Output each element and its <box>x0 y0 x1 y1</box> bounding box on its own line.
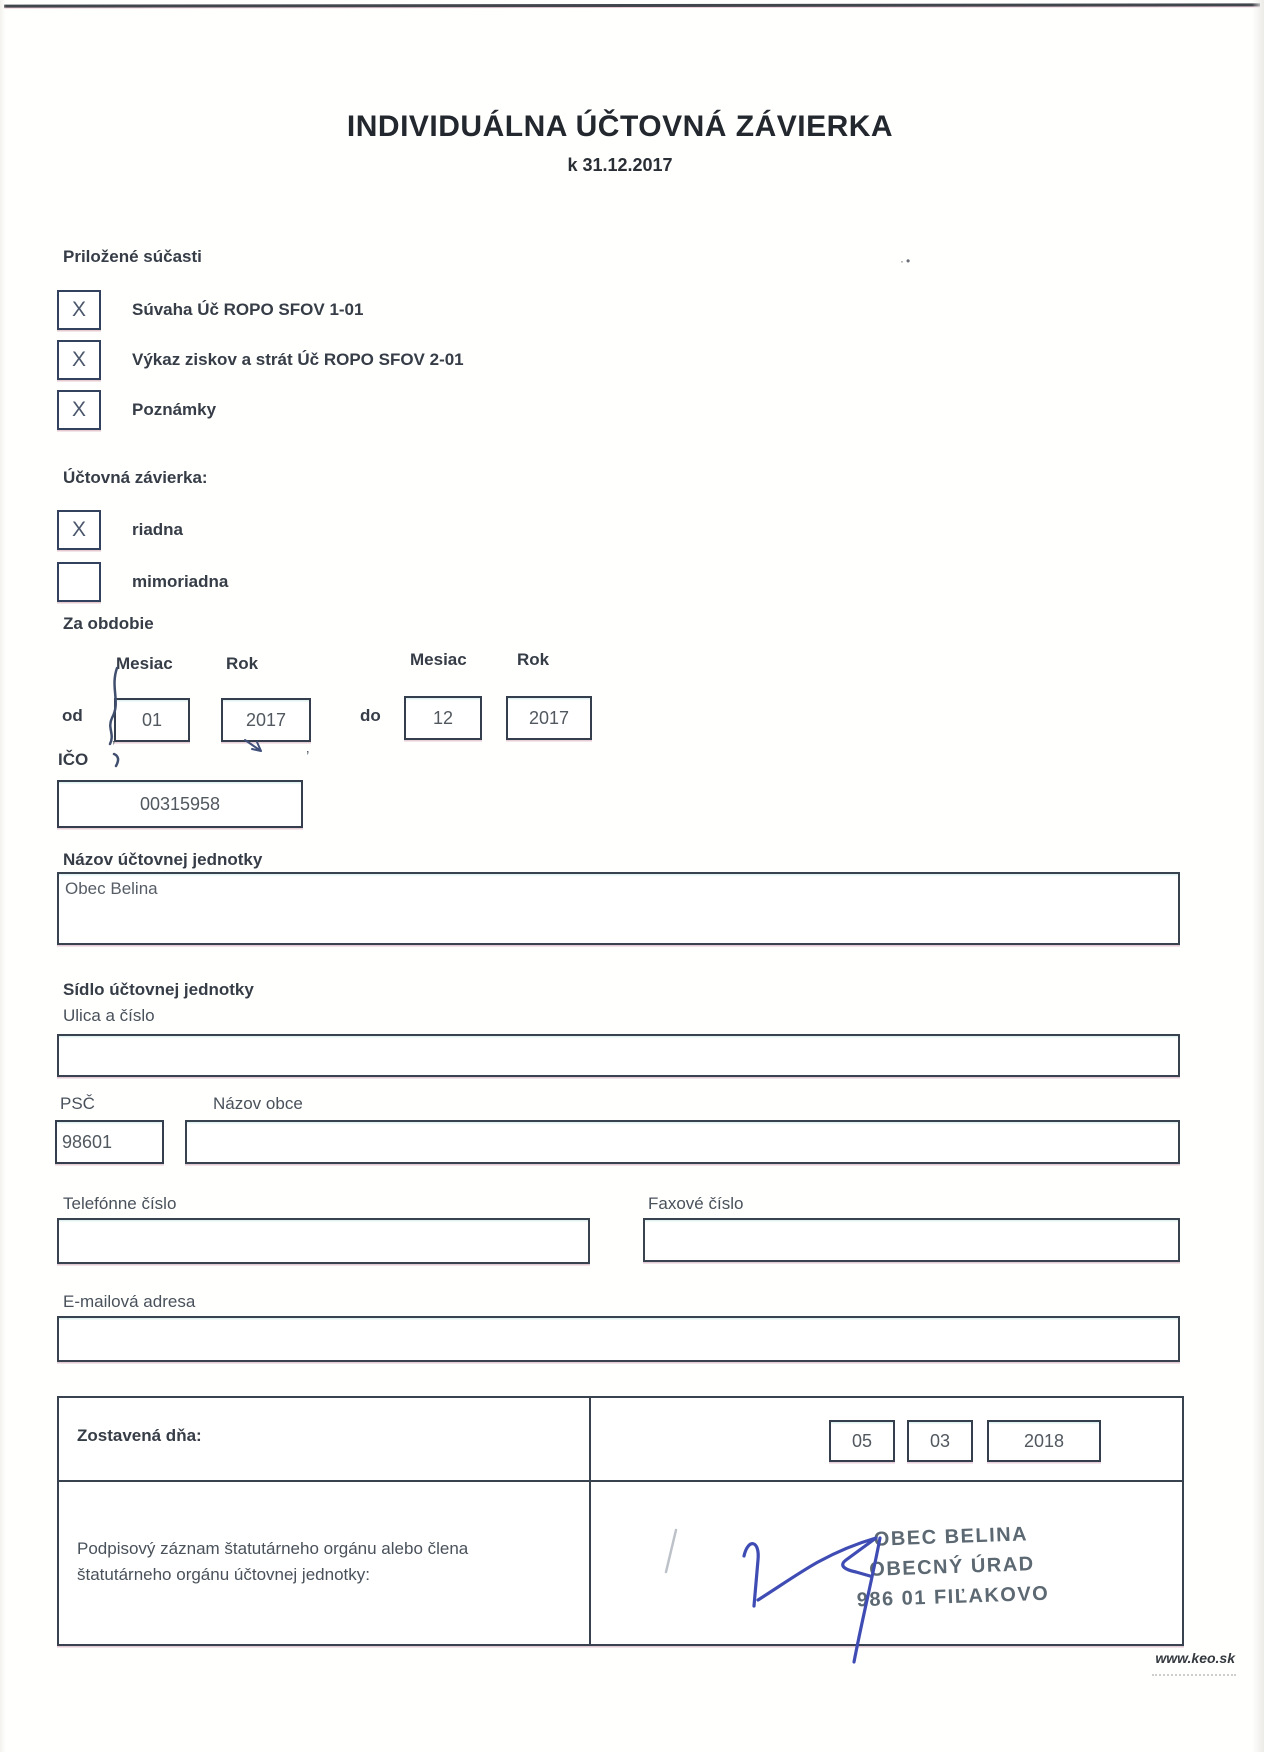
email-label: E-mailová adresa <box>63 1292 196 1311</box>
page-subtitle: k 31.12.2017 <box>567 155 673 175</box>
keo-footer-link: www.keo.sk <box>1155 1650 1235 1666</box>
compiled-year-field <box>987 1420 1101 1462</box>
period-to-month-field <box>404 696 482 740</box>
period-from-month-value: 01 <box>141 709 163 730</box>
period-to-label: do <box>360 706 381 725</box>
checkbox-vykaz-mark: X <box>71 348 86 371</box>
label-poznamky: Poznámky <box>132 400 217 419</box>
scan-apostrophe-1: ’ <box>112 738 116 755</box>
scan-speck: ·• <box>900 254 913 268</box>
page-title: INDIVIDUÁLNA ÚČTOVNÁ ZÁVIERKA <box>346 110 894 143</box>
street-label: Ulica a číslo <box>63 1006 155 1025</box>
label-mimoriadna: mimoriadna <box>132 572 229 591</box>
scan-edge-left <box>0 0 6 1752</box>
compiled-day-field <box>829 1420 895 1462</box>
psc-label: PSČ <box>60 1094 95 1113</box>
fax-field <box>643 1218 1180 1262</box>
table-row-divider <box>59 1480 1182 1482</box>
town-label: Názov obce <box>213 1094 303 1113</box>
period-to-month-label: Mesiac <box>410 650 467 669</box>
period-from-label: od <box>62 706 83 725</box>
entity-value: Obec Belina <box>65 879 158 898</box>
signature-scribble <box>640 1480 960 1700</box>
period-to-year-label: Rok <box>517 650 550 669</box>
label-suvaha: Súvaha Úč ROPO SFOV 1-01 <box>132 300 364 319</box>
period-heading: Za obdobie <box>63 614 154 633</box>
stamp-line-3: 986 01 FIĽAKOVO <box>856 1582 1050 1612</box>
phone-field <box>57 1218 590 1264</box>
period-to-month-value: 12 <box>432 707 454 728</box>
phone-label: Telefónne číslo <box>63 1194 177 1213</box>
psc-value: 98601 <box>62 1131 113 1152</box>
address-heading: Sídlo účtovnej jednotky <box>63 980 254 999</box>
checkbox-poznamky-mark: X <box>71 398 86 421</box>
compiled-month-field <box>907 1420 973 1462</box>
compiled-year-value: 2018 <box>1023 1430 1065 1451</box>
period-from-year-value: 2017 <box>245 709 287 730</box>
psc-field <box>55 1120 164 1164</box>
stamp-line-1: OBEC BELINA <box>873 1523 1029 1551</box>
scan-edge-top-line <box>4 3 1260 7</box>
checkbox-mimoriadna <box>57 562 101 602</box>
email-field <box>57 1316 1180 1362</box>
scan-dotted-artifact <box>1152 1674 1236 1676</box>
compiled-day-value: 05 <box>851 1430 873 1451</box>
entity-label: Názov účtovnej jednotky <box>63 850 263 869</box>
compiled-month-value: 03 <box>929 1430 951 1451</box>
signature-record-label: Podpisový záznam štatutárneho orgánu alebo člena štatutárneho orgánu účtovnej jednotky: <box>77 1539 469 1584</box>
checkbox-riadna-mark: X <box>71 518 86 541</box>
ico-label: IČO <box>58 750 89 769</box>
scan-edge-right <box>1252 0 1264 1752</box>
stamp-line-2: OBECNÝ ÚRAD <box>868 1553 1036 1581</box>
scan-apostrophe-2: ’ <box>306 748 310 765</box>
checkbox-riadna <box>57 510 101 550</box>
label-vykaz: Výkaz ziskov a strát Úč ROPO SFOV 2-01 <box>132 350 464 369</box>
checkbox-suvaha <box>57 290 101 330</box>
compiled-date-label: Zostavená dňa: <box>77 1426 202 1445</box>
period-from-month-label: Mesiac <box>116 654 173 673</box>
period-to-year-value: 2017 <box>528 707 570 728</box>
fax-label: Faxové číslo <box>648 1194 744 1213</box>
entity-field <box>57 872 1180 945</box>
checkbox-vykaz <box>57 340 101 380</box>
period-from-year-label: Rok <box>226 654 259 673</box>
period-to-year-field <box>506 696 592 740</box>
ico-value: 00315958 <box>139 793 221 814</box>
table-column-divider <box>589 1398 591 1644</box>
attachments-heading: Priložené súčasti <box>63 247 202 266</box>
closing-type-heading: Účtovná závierka: <box>63 468 208 487</box>
ico-field <box>57 780 303 828</box>
pen-scribble-od <box>95 660 335 770</box>
checkbox-suvaha-mark: X <box>71 298 86 321</box>
town-field <box>185 1120 1180 1164</box>
label-riadna: riadna <box>132 520 184 539</box>
street-field <box>57 1034 1180 1077</box>
checkbox-poznamky <box>57 390 101 430</box>
